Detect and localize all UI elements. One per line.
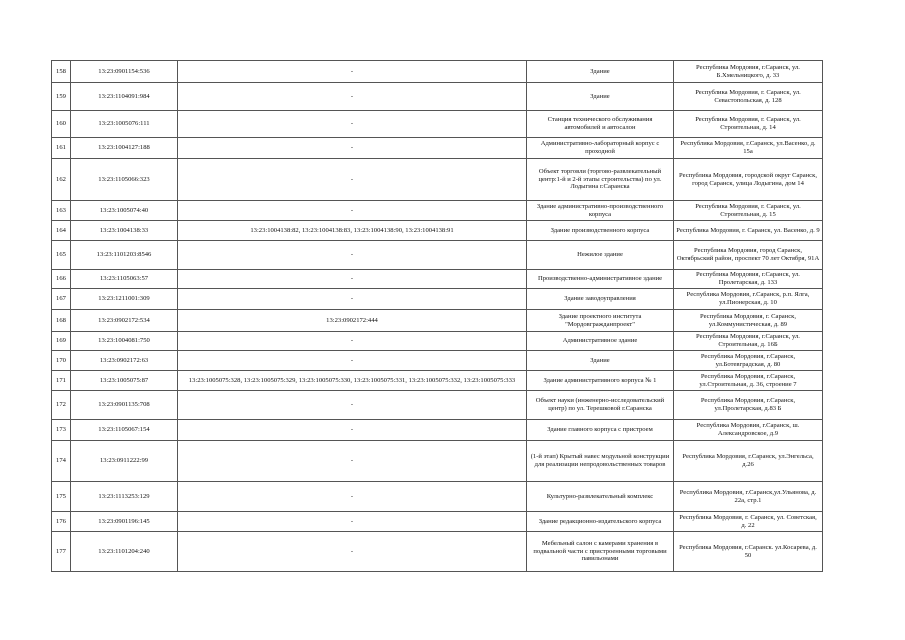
- table-row: [52, 201, 823, 221]
- row-number-cell: 166: [52, 270, 71, 289]
- related-numbers-cell: -: [178, 201, 527, 221]
- object-name-cell: Нежилое здание: [527, 241, 674, 270]
- related-numbers-cell: -: [178, 138, 527, 159]
- object-name-cell: Станция технического обслуживания автомобилей и автосалон: [527, 111, 674, 138]
- row-number-cell: 168: [52, 310, 71, 332]
- related-numbers-cell: -: [178, 83, 527, 111]
- cadastral-number-cell: 13:23:0902172:534: [71, 310, 178, 332]
- address-cell: Республика Мордовия, г. Саранск, ул. Строительная, д. 15: [674, 201, 823, 221]
- object-name-cell: Здание производственного корпуса: [527, 221, 674, 241]
- related-numbers-cell: -: [178, 391, 527, 420]
- object-name-cell: (1-й этап) Крытый навес модульной конструкции для реализации непродовольственных товаров: [527, 441, 674, 482]
- row-number-cell: 176: [52, 512, 71, 532]
- address-cell: Республика Мордовия, г.Саранск, р.п. Ялга, ул.Пионерская, д. 10: [674, 289, 823, 310]
- object-name-cell: Здание проектного института "Мордовгражданпроект": [527, 310, 674, 332]
- row-number-cell: 172: [52, 391, 71, 420]
- related-numbers-cell: -: [178, 512, 527, 532]
- row-number-cell: 173: [52, 420, 71, 441]
- address-cell: Республика Мордовия, городской округ Саранск, город Саранск, улица Лодыгина, дом 14: [674, 159, 823, 201]
- cadastral-number-cell: 13:23:1104091:984: [71, 83, 178, 111]
- row-number-cell: 164: [52, 221, 71, 241]
- table-row: [52, 310, 823, 332]
- row-number-cell: 158: [52, 61, 71, 83]
- registry-table: [51, 60, 823, 572]
- related-numbers-cell: -: [178, 420, 527, 441]
- address-cell: Республика Мордовия, г.Саранск, ул.Ботевградская, д. 80: [674, 351, 823, 371]
- object-name-cell: Культурно-развлекательный комплекс: [527, 482, 674, 512]
- related-numbers-cell: -: [178, 351, 527, 371]
- related-numbers-cell: -: [178, 289, 527, 310]
- related-numbers-cell: -: [178, 482, 527, 512]
- cadastral-number-cell: 13:23:0911222:99: [71, 441, 178, 482]
- related-numbers-cell: -: [178, 241, 527, 270]
- table-row: [52, 512, 823, 532]
- address-cell: Республика Мордовия, г.Саранск, ул.Строительная, д. 36, строение 7: [674, 371, 823, 391]
- address-cell: Республика Мордовия, г. Саранск, ул. Васенко, д. 9: [674, 221, 823, 241]
- table-row: [52, 61, 823, 83]
- cadastral-number-cell: 13:23:0901196:145: [71, 512, 178, 532]
- address-cell: Республика Мордовия, г.Саранск, ул.Васенко, д. 15а: [674, 138, 823, 159]
- related-numbers-cell: 13:23:0902172:444: [178, 310, 527, 332]
- related-numbers-cell: -: [178, 332, 527, 351]
- table-row: [52, 221, 823, 241]
- cadastral-number-cell: 13:23:1005075:87: [71, 371, 178, 391]
- row-number-cell: 165: [52, 241, 71, 270]
- cadastral-number-cell: 13:23:0902172:63: [71, 351, 178, 371]
- table-row: [52, 532, 823, 572]
- row-number-cell: 160: [52, 111, 71, 138]
- cadastral-number-cell: 13:23:1211001:309: [71, 289, 178, 310]
- address-cell: Республика Мордовия, г. Саранск, ул. Советская, д. 22: [674, 512, 823, 532]
- cadastral-number-cell: 13:23:0901135:708: [71, 391, 178, 420]
- table-row: [52, 482, 823, 512]
- object-name-cell: Производственно-административное здание: [527, 270, 674, 289]
- table-row: [52, 159, 823, 201]
- table-row: [52, 270, 823, 289]
- object-name-cell: Здание заводоуправления: [527, 289, 674, 310]
- table-row: [52, 391, 823, 420]
- address-cell: Республика Мордовия, город Саранск, Октябрьский район, проспект 70 лет Октября, 91А: [674, 241, 823, 270]
- row-number-cell: 171: [52, 371, 71, 391]
- object-name-cell: Административно-лабораторный корпус с проходной: [527, 138, 674, 159]
- table-row: [52, 83, 823, 111]
- cadastral-number-cell: 13:23:1101204:240: [71, 532, 178, 572]
- row-number-cell: 161: [52, 138, 71, 159]
- object-name-cell: Здание главного корпуса с пристроем: [527, 420, 674, 441]
- object-name-cell: Объект торговли (торгово-развлекательный центр:1-й и 2-й этапы строительства) по ул. Лодыгина г.Саранска: [527, 159, 674, 201]
- object-name-cell: Объект науки (инженерно-исследовательский центр) по ул. Терешковой г.Саранска: [527, 391, 674, 420]
- row-number-cell: 174: [52, 441, 71, 482]
- address-cell: Республика Мордовия, г. Саранск, ул. Строительная, д. 14: [674, 111, 823, 138]
- object-name-cell: Здание административно-производственного корпуса: [527, 201, 674, 221]
- table-row: [52, 138, 823, 159]
- row-number-cell: 159: [52, 83, 71, 111]
- table-row: [52, 289, 823, 310]
- related-numbers-cell: -: [178, 61, 527, 83]
- object-name-cell: Здание административного корпуса № 1: [527, 371, 674, 391]
- row-number-cell: 177: [52, 532, 71, 572]
- cadastral-number-cell: 13:23:1101203:8546: [71, 241, 178, 270]
- table-row: [52, 241, 823, 270]
- cadastral-number-cell: 13:23:0901154:536: [71, 61, 178, 83]
- cadastral-number-cell: 13:23:1004138:33: [71, 221, 178, 241]
- table-row: [52, 441, 823, 482]
- address-cell: Республика Мордовия, г.Саранск, ул.Пролетарская, д.83 Б: [674, 391, 823, 420]
- object-name-cell: Здание: [527, 61, 674, 83]
- address-cell: Республика Мордовия, г.Саранск, ул. Строительная, д. 16Б: [674, 332, 823, 351]
- address-cell: Республика Мордовия, г.Саранск. ул.Косарева, д. 50: [674, 532, 823, 572]
- row-number-cell: 169: [52, 332, 71, 351]
- cadastral-number-cell: 13:23:1004081:750: [71, 332, 178, 351]
- table-row: [52, 332, 823, 351]
- related-numbers-cell: 13:23:1005075:328, 13:23:1005075:329, 13:23:1005075:330, 13:23:1005075:331, 13:23:1005075:332, 13:23:1005075:333: [178, 371, 527, 391]
- address-cell: Республика Мордовия, г. Саранск, ул. Севастопольская, д. 128: [674, 83, 823, 111]
- object-name-cell: Административное здание: [527, 332, 674, 351]
- object-name-cell: Мебельный салон с камерами хранения в подвальной части с пристроенными торговыми павильонами: [527, 532, 674, 572]
- related-numbers-cell: -: [178, 159, 527, 201]
- row-number-cell: 163: [52, 201, 71, 221]
- object-name-cell: Здание: [527, 351, 674, 371]
- cadastral-number-cell: 13:23:1113253:129: [71, 482, 178, 512]
- address-cell: Республика Мордовия, г.Саранск, ул. Б.Хмельницкого, д. 33: [674, 61, 823, 83]
- row-number-cell: 167: [52, 289, 71, 310]
- address-cell: Республика Мордовия, г.Саранск,ул.Ульянова, д. 22а, стр.1: [674, 482, 823, 512]
- row-number-cell: 162: [52, 159, 71, 201]
- related-numbers-cell: 13:23:1004138:82, 13:23:1004138:83, 13:23:1004138:90, 13:23:1004138:91: [178, 221, 527, 241]
- cadastral-number-cell: 13:23:1105067:154: [71, 420, 178, 441]
- cadastral-number-cell: 13:23:1004127:188: [71, 138, 178, 159]
- registry-body: [52, 61, 823, 572]
- row-number-cell: 170: [52, 351, 71, 371]
- row-number-cell: 175: [52, 482, 71, 512]
- address-cell: Республика Мордовия, г.Саранск, ул. Пролетарская, д. 133: [674, 270, 823, 289]
- related-numbers-cell: -: [178, 270, 527, 289]
- table-row: [52, 351, 823, 371]
- cadastral-number-cell: 13:23:1105066:323: [71, 159, 178, 201]
- cadastral-number-cell: 13:23:1005074:40: [71, 201, 178, 221]
- object-name-cell: Здание редакционно-издательского корпуса: [527, 512, 674, 532]
- cadastral-number-cell: 13:23:1105063:57: [71, 270, 178, 289]
- related-numbers-cell: -: [178, 532, 527, 572]
- table-row: [52, 371, 823, 391]
- object-name-cell: Здание: [527, 83, 674, 111]
- table-row: [52, 111, 823, 138]
- address-cell: Республика Мордовия, г. Саранск, ул.Коммунистическая, д. 89: [674, 310, 823, 332]
- address-cell: Республика Мордовия, г.Саранск, ш. Александровское, д.9: [674, 420, 823, 441]
- related-numbers-cell: -: [178, 111, 527, 138]
- address-cell: Республика Мордовия, г.Саранск, ул.Энгельса, д.26: [674, 441, 823, 482]
- cadastral-number-cell: 13:23:1005076:111: [71, 111, 178, 138]
- related-numbers-cell: -: [178, 441, 527, 482]
- table-row: [52, 420, 823, 441]
